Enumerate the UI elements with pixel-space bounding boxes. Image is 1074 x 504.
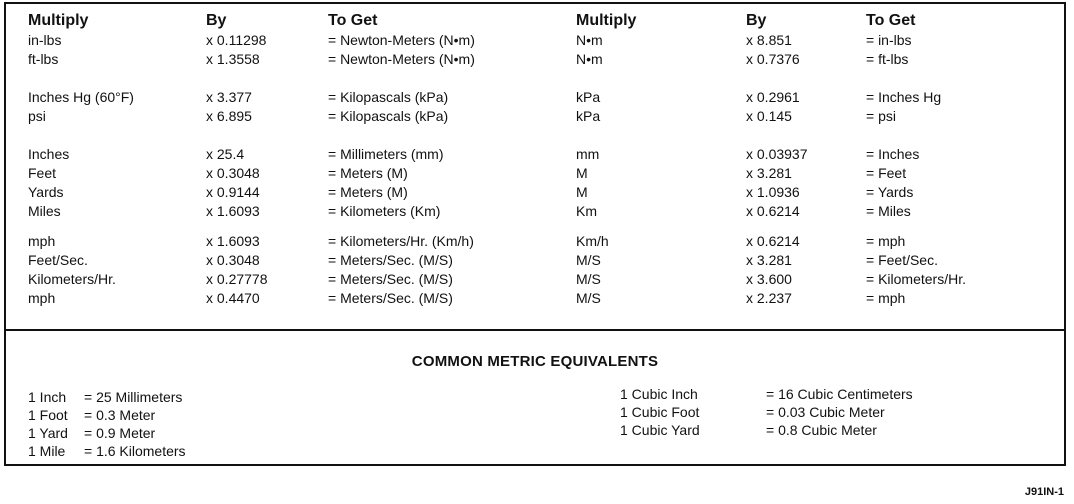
table-cell-r-by: x 3.281 <box>746 165 792 181</box>
conversion-chart <box>4 2 1066 466</box>
table-cell-r-get: = psi <box>866 108 896 124</box>
table-cell-l-mult: Feet <box>28 165 57 181</box>
table-cell-r-by: x 3.281 <box>746 252 792 268</box>
table-cell-l-by: x 0.3048 <box>206 252 260 268</box>
table-cell-l-mult: psi <box>28 108 46 124</box>
table-cell-l-get: = Meters/Sec. (M/S) <box>328 290 453 306</box>
table-cell-l-mult: Inches Hg (60°F) <box>28 89 134 105</box>
table-cell-r-by: x 8.851 <box>746 32 792 48</box>
equivalent-value: = 0.3 Meter <box>84 407 156 423</box>
table-cell-r-mult: M/S <box>576 290 601 306</box>
header-by-right: By <box>746 12 767 29</box>
table-cell-l-get: = Meters (M) <box>328 184 408 200</box>
table-cell-r-by: x 2.237 <box>746 290 792 306</box>
table-cell-r-mult: kPa <box>576 108 601 124</box>
table-cell-l-get: = Kilometers/Hr. (Km/h) <box>328 233 474 249</box>
table-cell-r-get: = in-lbs <box>866 32 912 48</box>
equivalent-unit: 1 Cubic Yard <box>620 422 700 438</box>
table-cell-l-get: = Kilopascals (kPa) <box>328 108 449 124</box>
equivalent-value: = 0.9 Meter <box>84 425 156 441</box>
conversion-table <box>6 4 1064 329</box>
table-cell-r-by: x 3.600 <box>746 271 792 287</box>
table-cell-r-get: = Miles <box>866 203 911 219</box>
table-cell-l-get: = Meters (M) <box>328 165 408 181</box>
equivalent-value: = 1.6 Kilometers <box>84 443 186 459</box>
table-cell-r-get: = Inches <box>866 146 920 162</box>
table-cell-r-by: x 0.6214 <box>746 233 800 249</box>
header-toget-right: To Get <box>866 12 916 29</box>
table-cell-l-get: = Millimeters (mm) <box>328 146 444 162</box>
table-cell-r-by: x 1.0936 <box>746 184 800 200</box>
table-cell-l-mult: Kilometers/Hr. <box>28 271 116 287</box>
equivalent-value: = 0.8 Cubic Meter <box>766 422 877 438</box>
table-cell-l-by: x 6.895 <box>206 108 252 124</box>
table-cell-l-mult: in-lbs <box>28 32 62 48</box>
equivalent-unit: 1 Mile <box>28 443 66 459</box>
table-cell-r-get: = Kilometers/Hr. <box>866 271 966 287</box>
table-cell-r-get: = Inches Hg <box>866 89 942 105</box>
table-cell-r-mult: Km/h <box>576 233 609 249</box>
table-cell-l-by: x 0.11298 <box>206 32 267 48</box>
table-cell-l-mult: Yards <box>28 184 64 200</box>
table-cell-r-by: x 0.6214 <box>746 203 800 219</box>
equivalents-title: COMMON METRIC EQUIVALENTS <box>411 353 659 370</box>
figure-code: J91IN-1 <box>1024 486 1064 498</box>
table-cell-l-get: = Kilometers (Km) <box>328 203 441 219</box>
header-by-left: By <box>206 12 227 29</box>
metric-equivalents <box>6 331 1064 464</box>
equivalent-unit: 1 Cubic Inch <box>620 386 698 402</box>
table-cell-r-by: x 0.2961 <box>746 89 800 105</box>
table-cell-l-by: x 0.27778 <box>206 271 268 287</box>
table-cell-l-get: = Newton-Meters (N•m) <box>328 51 475 67</box>
table-cell-l-mult: Miles <box>28 203 61 219</box>
table-cell-l-mult: Feet/Sec. <box>28 252 88 268</box>
table-cell-r-mult: M/S <box>576 252 601 268</box>
table-cell-l-get: = Kilopascals (kPa) <box>328 89 449 105</box>
table-cell-l-by: x 0.4470 <box>206 290 260 306</box>
table-cell-l-by: x 1.3558 <box>206 51 260 67</box>
table-cell-r-get: = Feet <box>866 165 907 181</box>
equivalent-value: = 25 Millimeters <box>84 389 183 405</box>
table-cell-r-get: = ft-lbs <box>866 51 909 67</box>
table-cell-r-get: = Feet/Sec. <box>866 252 938 268</box>
table-cell-l-mult: mph <box>28 290 56 306</box>
table-cell-l-get: = Newton-Meters (N•m) <box>328 32 475 48</box>
equivalent-unit: 1 Cubic Foot <box>620 404 700 420</box>
table-cell-r-get: = mph <box>866 290 906 306</box>
table-cell-l-get: = Meters/Sec. (M/S) <box>328 252 453 268</box>
table-cell-l-mult: Inches <box>28 146 70 162</box>
table-cell-r-get: = Yards <box>866 184 914 200</box>
table-cell-r-mult: Km <box>576 203 597 219</box>
table-cell-r-mult: M <box>576 165 588 181</box>
table-cell-l-by: x 1.6093 <box>206 203 260 219</box>
header-multiply-left: Multiply <box>28 12 89 29</box>
table-cell-r-mult: M/S <box>576 271 601 287</box>
table-cell-l-by: x 25.4 <box>206 146 245 162</box>
table-cell-r-by: x 0.03937 <box>746 146 808 162</box>
table-cell-r-mult: N•m <box>576 32 603 48</box>
table-cell-l-by: x 0.9144 <box>206 184 260 200</box>
header-toget-left: To Get <box>328 12 378 29</box>
table-cell-r-by: x 0.7376 <box>746 51 800 67</box>
table-cell-r-mult: mm <box>576 146 600 162</box>
table-cell-l-by: x 1.6093 <box>206 233 260 249</box>
table-cell-r-mult: N•m <box>576 51 603 67</box>
table-cell-r-by: x 0.145 <box>746 108 792 124</box>
table-cell-l-mult: ft-lbs <box>28 51 59 67</box>
equivalent-value: = 16 Cubic Centimeters <box>766 386 913 402</box>
table-cell-l-mult: mph <box>28 233 56 249</box>
table-cell-l-get: = Meters/Sec. (M/S) <box>328 271 453 287</box>
table-cell-r-mult: M <box>576 184 588 200</box>
equivalent-unit: 1 Inch <box>28 389 67 405</box>
equivalent-unit: 1 Yard <box>28 425 68 441</box>
equivalent-unit: 1 Foot <box>28 407 68 423</box>
table-cell-l-by: x 0.3048 <box>206 165 260 181</box>
header-multiply-right: Multiply <box>576 12 637 29</box>
equivalent-value: = 0.03 Cubic Meter <box>766 404 885 420</box>
table-cell-l-by: x 3.377 <box>206 89 252 105</box>
table-cell-r-get: = mph <box>866 233 906 249</box>
table-cell-r-mult: kPa <box>576 89 601 105</box>
